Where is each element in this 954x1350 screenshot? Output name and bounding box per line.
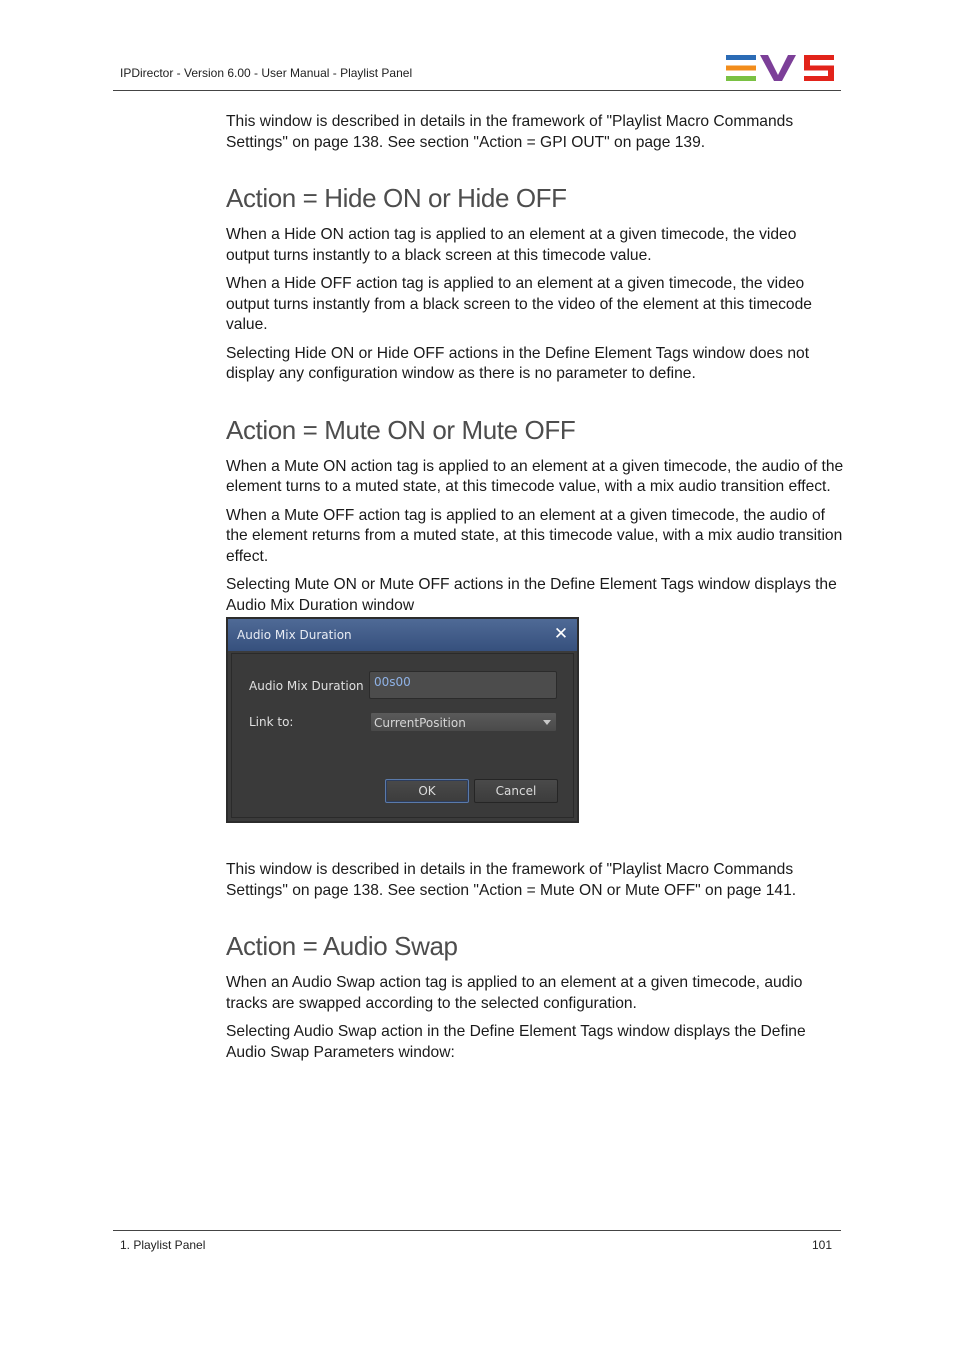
dialog-title: Audio Mix Duration bbox=[237, 628, 352, 642]
paragraph: Selecting Audio Swap action in the Define Element Tags window displays the Define Audio Swap Parameters window: bbox=[226, 1023, 806, 1061]
link-to-select[interactable] bbox=[370, 712, 557, 732]
dialog-body bbox=[231, 653, 574, 818]
ok-button[interactable]: OK bbox=[385, 779, 469, 803]
link-to-label: Link to: bbox=[249, 715, 294, 729]
paragraph: When a Hide ON action tag is applied to an element at a given timecode, the video output turns instantly to a black screen at this timecode value. bbox=[226, 226, 797, 264]
link-to-value: CurrentPosition bbox=[374, 716, 466, 730]
close-icon[interactable]: ✕ bbox=[553, 624, 569, 644]
footer-divider bbox=[113, 1230, 841, 1231]
dialog-titlebar[interactable] bbox=[228, 619, 577, 651]
header-divider bbox=[113, 90, 841, 91]
audio-mix-duration-value: 00s00 bbox=[374, 675, 411, 689]
paragraph: This window is described in details in the framework of "Playlist Macro Commands Settings" on page 138. See section "Action = Mute ON or Mute OFF" on page 141. bbox=[226, 861, 797, 899]
paragraph: Selecting Hide ON or Hide OFF actions in the Define Element Tags window does not display any configuration window as there is no parameter to define. bbox=[226, 344, 810, 382]
audio-mix-duration-label: Audio Mix Duration bbox=[249, 679, 364, 693]
paragraph: When a Hide OFF action tag is applied to an element at a given timecode, the video output turns instantly from a black screen to the video of the element at this timecode value. bbox=[226, 275, 812, 333]
page-content bbox=[226, 112, 844, 1071]
page-number: 101 bbox=[812, 1238, 833, 1252]
section-heading-mute: Action = Mute ON or Mute OFF bbox=[226, 414, 576, 445]
page-header-title: IPDirector - Version 6.00 - User Manual - Playlist Panel bbox=[120, 66, 413, 80]
evs-logo bbox=[726, 54, 834, 82]
audio-mix-duration-dialog bbox=[226, 617, 579, 823]
paragraph: When an Audio Swap action tag is applied to an element at a given timecode, audio tracks are swapped according to the selected configuration. bbox=[226, 974, 803, 1012]
audio-mix-duration-input[interactable] bbox=[369, 671, 557, 699]
intro-paragraph: This window is described in details in the framework of "Playlist Macro Commands Settings" on page 138. See section "Action = GPI OUT" on page 139. bbox=[226, 113, 794, 151]
section-heading-audio-swap: Action = Audio Swap bbox=[226, 931, 458, 961]
cancel-button[interactable]: Cancel bbox=[474, 779, 558, 803]
footer-chapter: 1. Playlist Panel bbox=[120, 1238, 206, 1252]
paragraph: When a Mute OFF action tag is applied to an element at a given timecode, the audio of the element returns from a muted state, at this timecode value, with a mix audio transition effect. bbox=[226, 506, 843, 565]
paragraph: When a Mute ON action tag is applied to an element at a given timecode, the audio of the element turns to a muted state, at this timecode value, with a mix audio transition effect. bbox=[226, 457, 844, 495]
chevron-down-icon bbox=[543, 720, 551, 725]
paragraph: Selecting Mute ON or Mute OFF actions in the Define Element Tags window displays the Audio Mix Duration window bbox=[226, 576, 837, 614]
section-heading-hide: Action = Hide ON or Hide OFF bbox=[226, 183, 567, 213]
